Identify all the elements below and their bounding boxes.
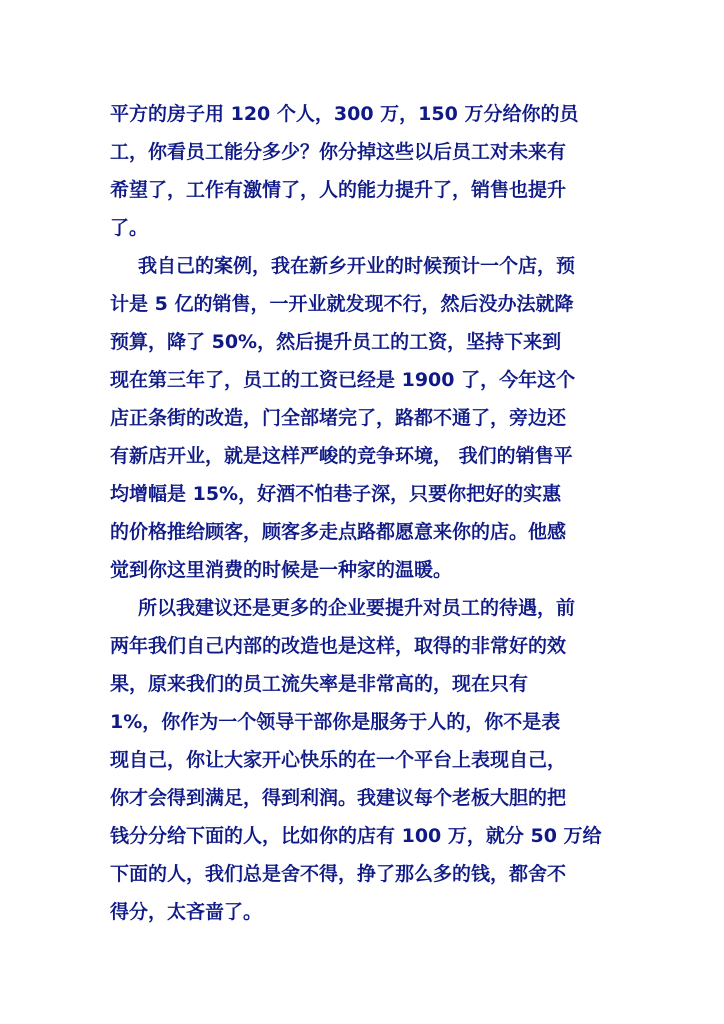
text-line: 均增幅是 15%，好酒不怕巷子深，只要你把好的实惠 bbox=[110, 483, 562, 505]
text-line: 下面的人，我们总是舍不得，挣了那么多的钱，都舍不 bbox=[110, 863, 567, 885]
text-line: 工，你看员工能分多少？你分掉这些以后员工对未来有 bbox=[110, 141, 567, 163]
text-line: 果，原来我们的员工流失率是非常高的，现在只有 bbox=[110, 673, 529, 695]
text-line: 现自己，你让大家开心快乐的在一个平台上表现自己， bbox=[110, 749, 567, 771]
text-line: 店正条街的改造，门全部堵完了，路都不通了，旁边还 bbox=[110, 407, 567, 429]
text-line: 预算，降了 50%，然后提升员工的工资，坚持下来到 bbox=[110, 331, 562, 353]
text-line: 钱分分给下面的人，比如你的店有 100 万，就分 50 万给 bbox=[110, 825, 602, 847]
text-line: 的价格推给顾客，顾客多走点路都愿意来你的店。他感 bbox=[110, 521, 567, 543]
text-line: 两年我们自己内部的改造也是这样，取得的非常好的效 bbox=[110, 635, 567, 657]
paragraph-first-line: 所以我建议还是更多的企业要提升对员工的待遇，前 bbox=[138, 597, 576, 619]
text-line: 你才会得到满足，得到利润。我建议每个老板大胆的把 bbox=[110, 787, 567, 809]
text-line: 觉到你这里消费的时候是一种家的温暖。 bbox=[110, 559, 453, 581]
text-line: 1%，你作为一个领导干部你是服务于人的，你不是表 bbox=[110, 711, 561, 733]
text-line: 平方的房子用 120 个人，300 万，150 万分给你的员 bbox=[110, 103, 579, 125]
text-line: 计是 5 亿的销售，一开业就发现不行，然后没办法就降 bbox=[110, 293, 574, 315]
paragraph-first-line: 我自己的案例，我在新乡开业的时候预计一个店，预 bbox=[138, 255, 576, 277]
text-line: 了。 bbox=[110, 217, 149, 239]
text-line: 希望了，工作有激情了，人的能力提升了，销售也提升 bbox=[110, 179, 567, 201]
text-line: 得分，太吝啬了。 bbox=[110, 901, 263, 923]
text-line: 现在第三年了，员工的工资已经是 1900 了，今年这个 bbox=[110, 369, 576, 391]
text-line: 有新店开业，就是这样严峻的竞争环境， 我们的销售平 bbox=[110, 445, 573, 467]
